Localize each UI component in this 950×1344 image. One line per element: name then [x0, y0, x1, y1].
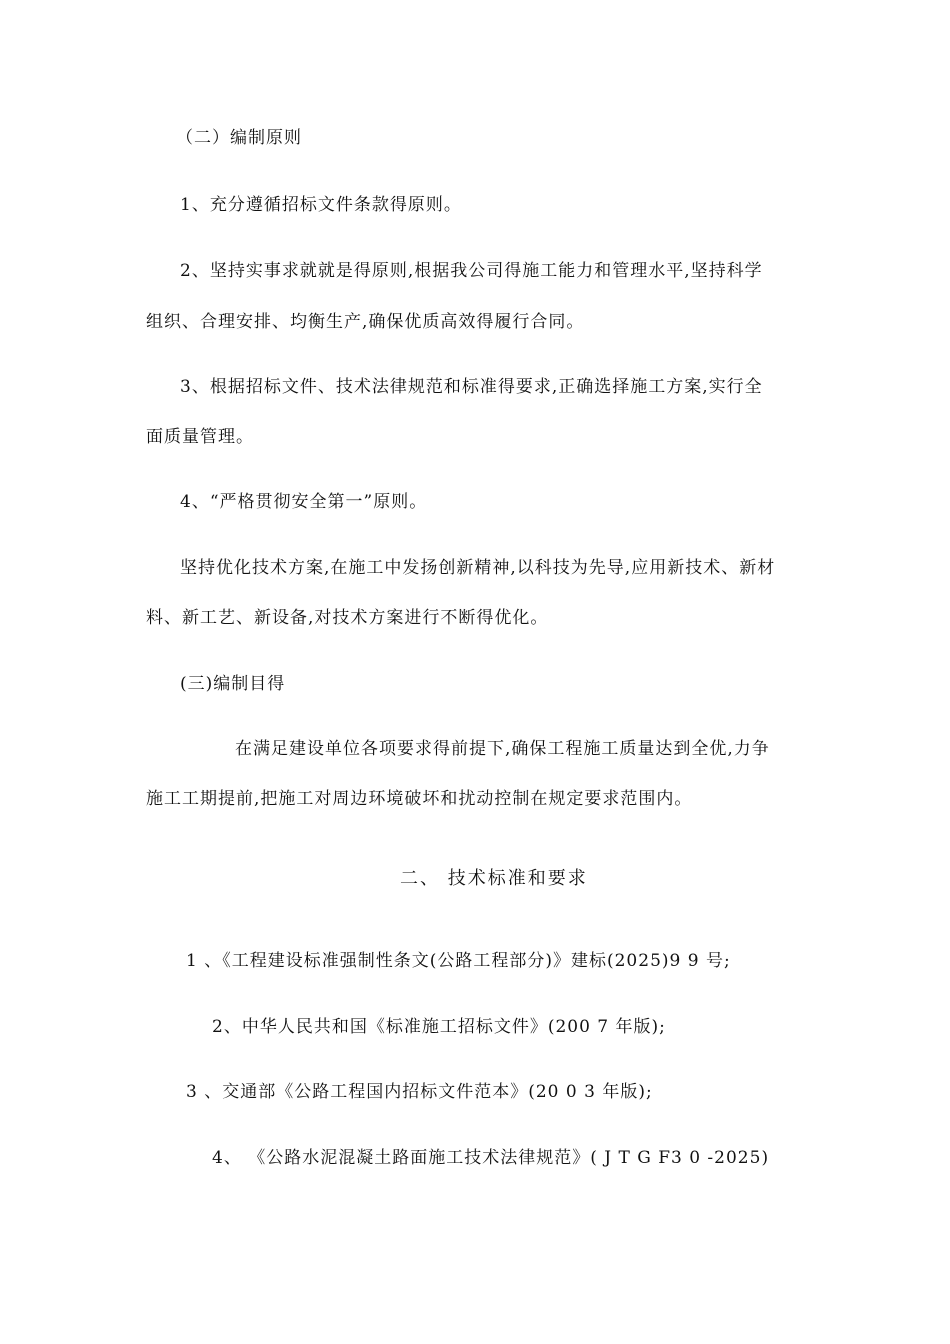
- standard-item-3: 3 、交通部《公路工程国内招标文件范本》(20 0 3 年版);: [186, 1082, 653, 1102]
- standard-item-2: 2、中华人民共和国《标准施工招标文件》(200 7 年版);: [212, 1017, 666, 1037]
- optimization-paragraph-line-1: 坚持优化技术方案,在施工中发扬创新精神,以科技为先导,应用新技术、新材: [180, 558, 776, 578]
- principle-item-1: 1、充分遵循招标文件条款得原则。: [180, 195, 462, 215]
- purpose-paragraph-line-1: 在满足建设单位各项要求得前提下,确保工程施工质量达到全优,力争: [235, 739, 770, 759]
- principle-item-2-line-2: 组织、合理安排、均衡生产,确保优质高效得履行合同。: [146, 312, 585, 332]
- principle-item-2-line-1: 2、坚持实事求就就是得原则,根据我公司得施工能力和管理水平,坚持科学: [180, 261, 763, 281]
- chapter-heading-technical-standards: 二、 技术标准和要求: [400, 868, 588, 889]
- principle-item-4: 4、“严格贯彻安全第一”原则。: [180, 492, 428, 512]
- optimization-paragraph-line-2: 料、新工艺、新设备,对技术方案进行不断得优化。: [146, 608, 549, 628]
- section-heading-compilation-purpose: (三)编制目得: [180, 674, 286, 694]
- standard-item-4: 4、 《公路水泥混凝土路面施工技术法律规范》( J T G F3 0 -2025): [212, 1148, 770, 1168]
- principle-item-3-line-1: 3、根据招标文件、技术法律规范和标准得要求,正确选择施工方案,实行全: [180, 377, 763, 397]
- purpose-paragraph-line-2: 施工工期提前,把施工对周边环境破坏和扰动控制在规定要求范围内。: [146, 789, 693, 809]
- principle-item-3-line-2: 面质量管理。: [146, 427, 254, 447]
- section-heading-compilation-principles: （二）编制原则: [176, 128, 302, 148]
- standard-item-1: 1 、《工程建设标准强制性条文(公路工程部分)》建标(2025)9 9 号;: [186, 951, 731, 971]
